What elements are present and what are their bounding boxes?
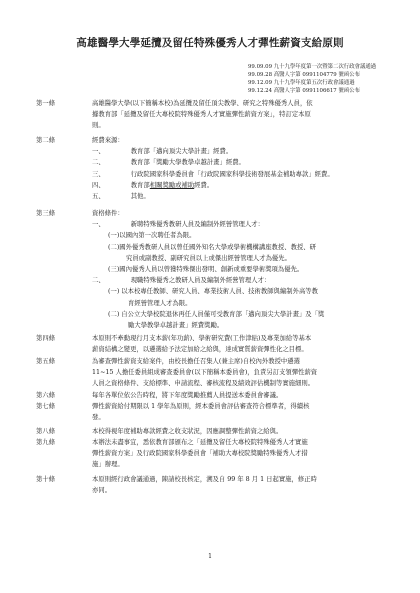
history-line: 99.12.09 九十九學年度第五次行政會議通過 — [248, 80, 355, 87]
list-item: (一)以國內第一次聘任者為限。 — [108, 232, 196, 240]
list-item: 五、 其他。 — [92, 193, 150, 200]
list-item: 二、 教育部「獎勵大學教學卓越計畫」經費。 — [92, 159, 245, 167]
article-label: 第七條 — [36, 403, 56, 410]
list-item: 三、 行政院國家科學委員會「行政院國家科學技術發展基金補助專款」經費。 — [92, 170, 334, 178]
history-line: 99.12.24 高醫人字第 0991106617 號函公布 — [248, 88, 360, 95]
article-label: 第九條 — [36, 439, 56, 446]
article-label: 第四條 — [36, 335, 56, 342]
list-item: 一、 教育部「邁向頂尖大學計畫」經費。 — [92, 148, 233, 156]
article-label: 第三條 — [36, 210, 56, 217]
article-label: 第十條 — [36, 476, 56, 483]
page-number: 1 — [208, 553, 212, 560]
article-label: 第一條 — [36, 100, 56, 107]
article-label: 第二條 — [36, 137, 56, 144]
revision-history — [248, 63, 376, 95]
document-title: 高雄醫學大學延攬及留任特殊優秀人才彈性薪資支給原則 — [76, 37, 344, 49]
list-item: (三)國內優秀人員以曾獲特殊傑出發明、創新或重要學術獎項為優先。 — [108, 266, 304, 273]
article-label: 第五條 — [36, 358, 56, 365]
history-line: 99.09.09 九十九學年度第一次暨第二次行政會議通過 — [248, 64, 377, 70]
list-item: (一) 以本校專任教師、研究人員、專業技術人員、技術教師與編制外高等教 — [108, 288, 318, 296]
article-label: 第六條 — [36, 392, 56, 399]
list-item: (二)國外優秀教研人員以曾任國外知名大學或學術機構講座教授、教授、研 — [108, 243, 316, 251]
history-line: 99.09.28 高醫人字第 0991104779 號函公布 — [248, 72, 360, 79]
article-label: 第八條 — [36, 428, 56, 435]
list-item: (二) 自公立大學校院退休再任人員僅可受教育部「邁向頂尖大學計畫」及「獎 — [108, 310, 325, 318]
list-item: 四、 教育部相關獎勵或補助經費。 — [92, 181, 214, 189]
